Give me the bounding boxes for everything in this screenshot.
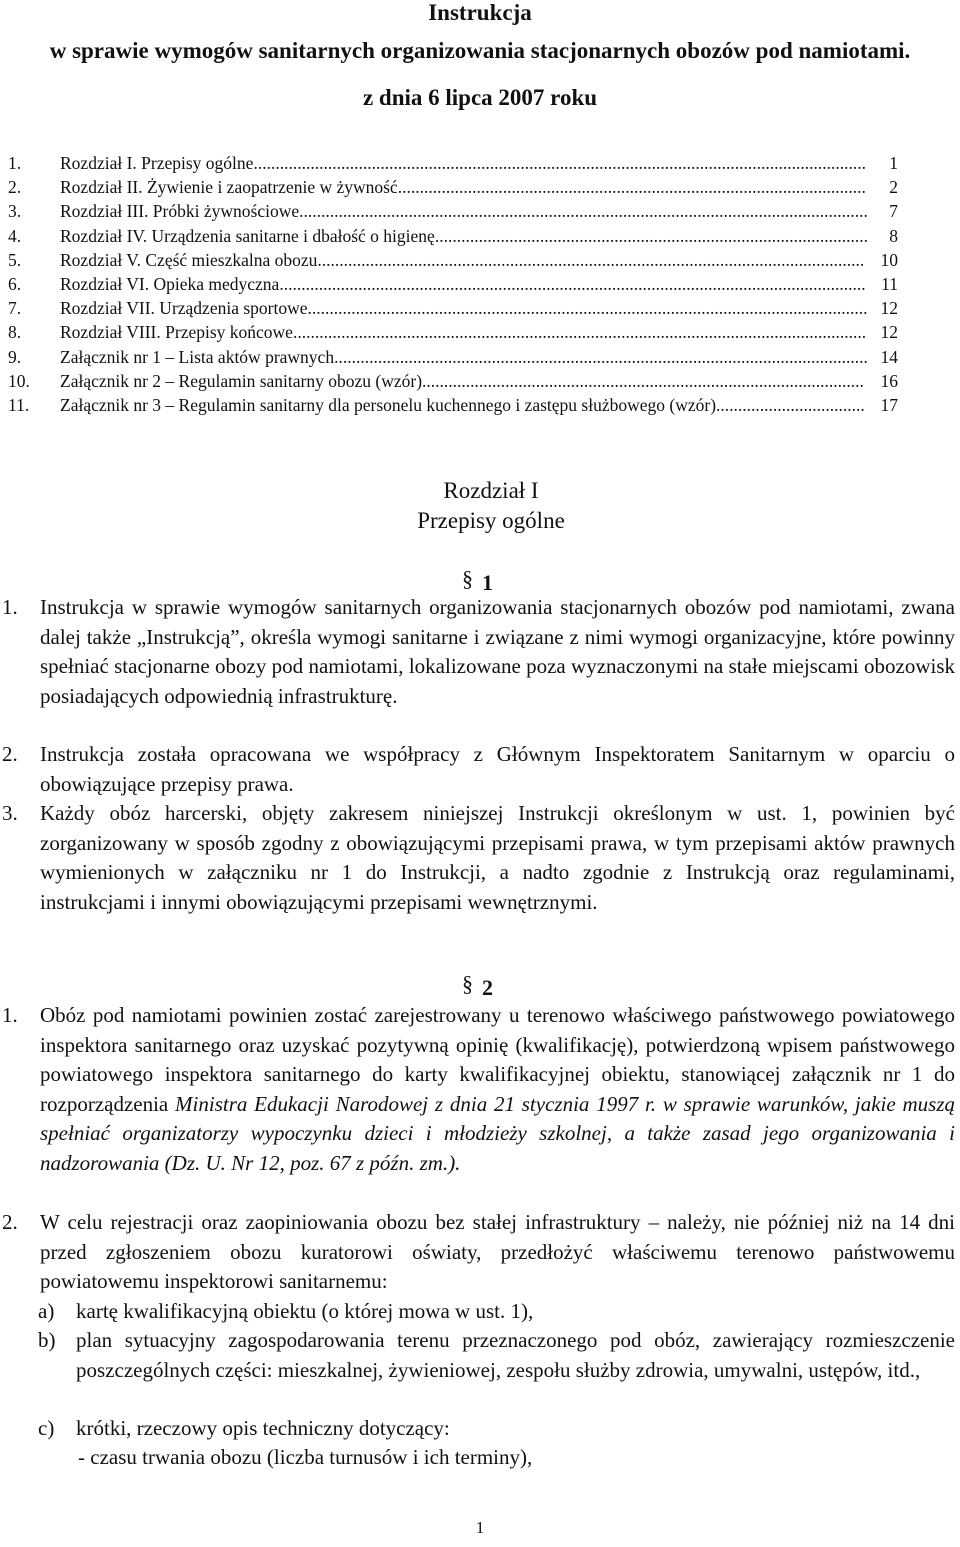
toc-leader-dots: .......................................................................................................................... (334, 346, 868, 367)
list-item-label: c) (38, 1416, 55, 1440)
toc-entry-label: Rozdział VII. Urządzenia sportowe (60, 298, 308, 319)
toc-page-number: 17 (880, 394, 898, 415)
paragraph-text-italic: Ministra Edukacji Narodowej z dnia 21 stycznia 1997 r. w sprawie warunków, jakie muszą spełniać organizatorzy wypoczynku dzieci i młodzieży szkolnej, a także zasad jego organizowania i nadzorowania (Dz. U. Nr 12, poz. 67 z późn. zm.). (40, 1091, 955, 1175)
toc-entry-text (60, 272, 866, 296)
toc-entry-label: Załącznik nr 2 – Regulamin sanitarny obozu (wzór) (60, 370, 423, 391)
paragraph-number: 3. (2, 801, 18, 825)
paragraph-number: 1. (2, 595, 18, 619)
list-item-c (38, 1414, 955, 1444)
section-mark: § (462, 566, 473, 591)
section-1-paragraph-3 (2, 799, 955, 917)
toc-entry-text (60, 224, 868, 248)
dash-item (78, 1443, 955, 1473)
toc-entry-text (60, 248, 864, 272)
toc-row (0, 345, 960, 369)
paragraph-text: Instrukcja w sprawie wymogów sanitarnych organizowania stacjonarnych obozów pod namiotami, zwana dalej także „Instrukcją”, określa wymogi sanitarne i związane z nimi wymogi organizacyjne, które powinny spełniać stacjonarne obozy pod namiotami, lokalizowane poza wyznaczonymi na stałe miejscami obozowisk posiadających odpowiednią infrastrukturę. (40, 595, 955, 708)
toc-number: 2. (8, 177, 22, 198)
paragraph-number: 2. (2, 1210, 18, 1234)
toc-page-number: 12 (880, 322, 898, 343)
toc-entry-label: Rozdział II. Żywienie i zaopatrzenie w żywność (60, 177, 398, 198)
toc-row (0, 151, 960, 175)
toc-number: 11. (8, 394, 30, 415)
toc-page-number: 7 (889, 201, 898, 222)
toc-row (0, 320, 960, 344)
toc-entry-label: Rozdział V. Część mieszkalna obozu (60, 249, 318, 270)
toc-leader-dots: ..................................................................................................... (422, 370, 864, 391)
toc-number: 9. (8, 346, 22, 367)
toc-entry-label: Rozdział VIII. Przepisy końcowe (60, 322, 293, 343)
toc-row (0, 272, 960, 296)
toc-entry-text (60, 296, 868, 320)
toc-page-number: 2 (889, 177, 898, 198)
section-number: 1 (482, 570, 493, 595)
toc-entry-text (60, 369, 864, 393)
toc-row (0, 248, 960, 272)
toc-page-number: 16 (880, 370, 898, 391)
list-item-a (38, 1297, 955, 1327)
toc-page-number: 10 (880, 249, 898, 270)
toc-leader-dots: ............................................................................................................................................ (253, 153, 866, 173)
list-item-text: kartę kwalifikacyjną obiektu (o której mowa w ust. 1), (76, 1299, 534, 1323)
toc-entry-text (60, 151, 866, 175)
paragraph-number: 2. (2, 742, 18, 766)
toc-number: 8. (8, 322, 22, 343)
document-subtitle: w sprawie wymogów sanitarnych organizowania stacjonarnych obozów pod namiotami. (49, 38, 911, 63)
toc-page-number: 11 (881, 273, 898, 294)
toc-number: 6. (8, 273, 22, 294)
toc-entry-label: Rozdział IV. Urządzenia sanitarne i dbałość o higienę (60, 225, 435, 246)
toc-entry-text (60, 320, 866, 344)
toc-leader-dots: ................................................................................................................................... (292, 322, 867, 343)
toc-row (0, 224, 960, 248)
list-item-text: krótki, rzeczowy opis techniczny dotyczący: (76, 1416, 450, 1440)
paragraph-text: Instrukcja została opracowana we współpracy z Głównym Inspektoratem Sanitarnym w oparciu o obowiązujące przepisy prawa. (40, 742, 955, 796)
toc-row (0, 393, 960, 417)
toc-row (0, 296, 960, 320)
list-item-label: b) (38, 1328, 56, 1352)
dash-item-text: - czasu trwania obozu (liczba turnusów i ich terminy), (78, 1445, 533, 1469)
toc-entry-label: Załącznik nr 3 – Regulamin sanitarny dla personelu kuchennego i zastępu służbowego (wzór) (60, 394, 717, 415)
toc-row (0, 199, 960, 223)
list-item-label: a) (38, 1299, 55, 1323)
toc-leader-dots: .................................. (716, 394, 865, 415)
document-date: z dnia 6 lipca 2007 roku (362, 85, 598, 110)
paragraph-text (40, 1001, 955, 1178)
toc-page-number: 14 (880, 346, 898, 367)
toc-page-number: 8 (889, 225, 898, 246)
toc-entry-label: Rozdział VI. Opieka medyczna (60, 273, 280, 294)
toc-entry-label: Rozdział III. Próbki żywnościowe (60, 201, 300, 222)
toc-entry-text (60, 345, 868, 369)
toc-number: 7. (8, 298, 22, 319)
toc-leader-dots: ........................................................................................................... (397, 177, 866, 198)
toc-leader-dots: .................................................................................................................................. (299, 201, 868, 222)
toc-entry-text (60, 175, 866, 199)
paragraph-text-regular: Obóz pod namiotami powinien zostać zarejestrowany u terenowo właściwego państwowego powiatowego inspektora sanitarnego oraz uzyskać pozytywną opinię (kwalifikację), potwierdzoną wpisem państwowego powiatowego inspektora sanitarnego do karty kwalifikacyjnej obiektu, stanowiącej załącznik nr 1 do rozporządzenia (40, 1003, 955, 1116)
chapter-number: Rozdział I (443, 478, 539, 503)
toc-row (0, 175, 960, 199)
toc-number: 4. (8, 225, 22, 246)
toc-leader-dots: ................................................................................................... (434, 225, 868, 246)
toc-leader-dots: ................................................................................................................................ (307, 298, 868, 319)
toc-entry-label: Rozdział I. Przepisy ogólne (60, 153, 254, 173)
page-number: 1 (475, 1518, 485, 1537)
toc-number: 1. (8, 153, 22, 173)
toc-entry-text (60, 393, 865, 417)
document-title: Instrukcja (428, 0, 532, 25)
toc-number: 10. (8, 370, 30, 391)
paragraph-text: Każdy obóz harcerski, objęty zakresem niniejszej Instrukcji określonym w ust. 1, powinien być zorganizowany w sposób zgodny z obowiązującymi przepisami prawa, w tym przepisami aktów prawnych wymienionych w załączniku nr 1 do Instrukcji, a nadto zgodnie z Instrukcją oraz regulaminami, instrukcjami i innymi obowiązującymi przepisami wewnętrznymi. (40, 801, 955, 914)
chapter-title: Przepisy ogólne (417, 508, 565, 533)
section-2-paragraph-1 (2, 1001, 955, 1178)
toc-entry-label: Załącznik nr 1 – Lista aktów prawnych (60, 346, 335, 367)
list-item-b (38, 1326, 955, 1385)
toc-number: 3. (8, 201, 22, 222)
toc-entry-text (60, 199, 868, 223)
section-mark: § (462, 971, 473, 996)
toc-number: 5. (8, 249, 22, 270)
table-of-contents (0, 151, 960, 417)
toc-leader-dots: ...................................................................................................................................... (279, 273, 866, 294)
toc-page-number: 12 (880, 298, 898, 319)
toc-page-number: 1 (889, 153, 898, 173)
section-1-paragraph-1 (2, 593, 955, 711)
list-item-text: plan sytuacyjny zagospodarowania terenu przeznaczonego pod obóz, zawierający rozmieszczenie poszczególnych części: mieszkalnej, żywieniowej, zespołu służby zdrowia, umywalni, ustępów, itd., (76, 1328, 955, 1382)
toc-row (0, 369, 960, 393)
toc-leader-dots: ............................................................................................................................. (317, 249, 865, 270)
paragraph-text: W celu rejestracji oraz zaopiniowania obozu bez stałej infrastruktury – należy, nie później niż na 14 dni przed zgłoszeniem obozu kuratorowi oświaty, przedłożyć właściwemu terenowo państwowemu powiatowemu inspektorowi sanitarnemu: (40, 1210, 955, 1293)
paragraph-number: 1. (2, 1003, 18, 1027)
section-number: 2 (482, 975, 493, 1000)
section-1-paragraph-2 (2, 740, 955, 799)
section-2-paragraph-2 (2, 1208, 955, 1297)
